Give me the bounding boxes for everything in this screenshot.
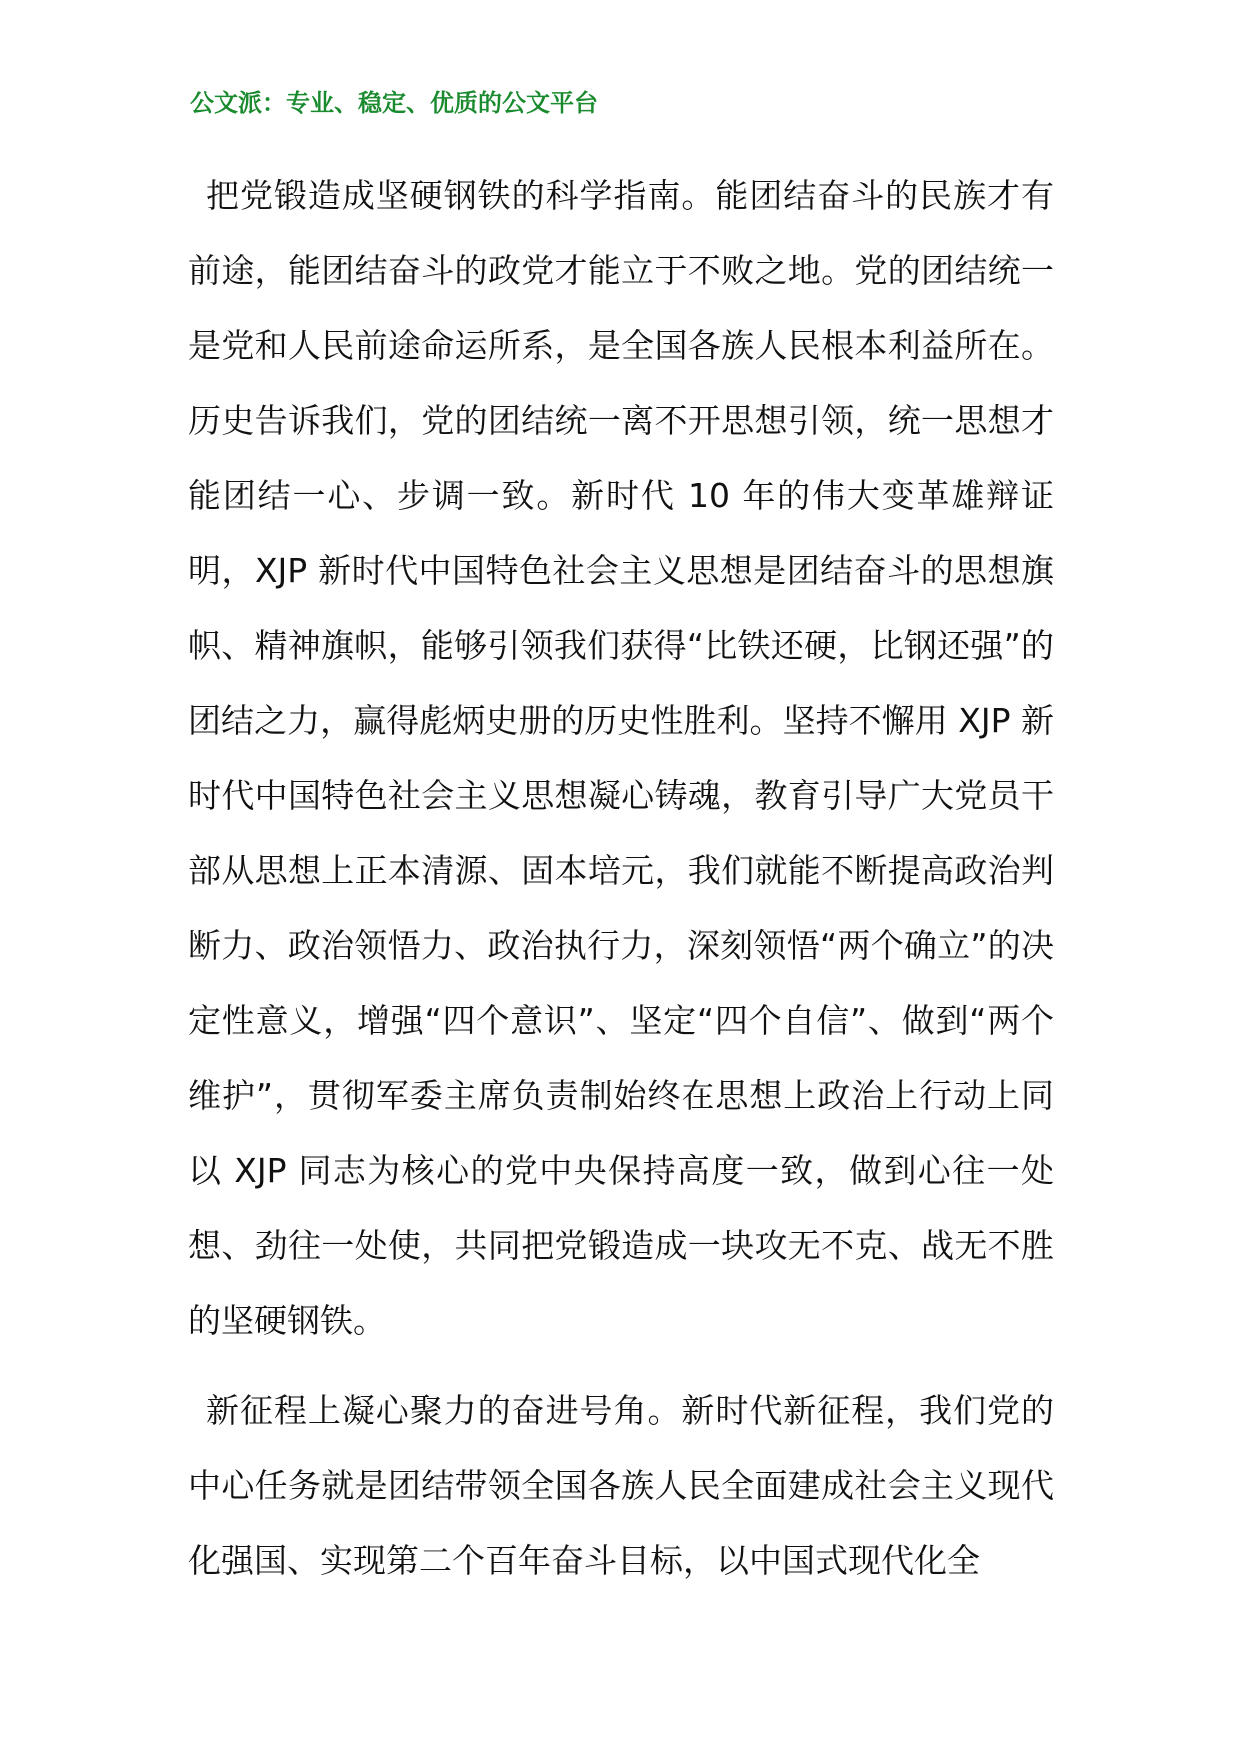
paragraph: 把党锻造成坚硬钢铁的科学指南。能团结奋斗的民族才有前途，能团结奋斗的政党才能立于不败之地。党的团结统一是党和人民前途命运所系，是全国各族人民根本利益所在。历史告诉我们，党的团结统一离不开思想引领，统一思想才能团结一心、步调一致。新时代 10 年的伟大变革雄辩证明，XJP 新时代中国特色社会主义思想是团结奋斗的思想旗帜、精神旗帜，能够引领我们获得“比铁还硬，比钢还强”的团结之力，赢得彪炳史册的历史性胜利。坚持不懈用 XJP 新时代中国特色社会主义思想凝心铸魂，教育引导广大党员干部从思想上正本清源、固本培元，我们就能不断提高政治判断力、政治领悟力、政治执行力，深刻领悟“两个确立”的决定性意义，增强“四个意识”、坚定“四个自信”、做到“两个维护”，贯彻军委主席负责制始终在思想上政治上行动上同以 XJP 同志为核心的党中央保持高度一致，做到心往一处想、劲往一处使，共同把党锻造成一块攻无不克、战无不胜的坚硬钢铁。 [188, 176, 1054, 1340]
article-body [188, 158, 1054, 1598]
paragraph: 新征程上凝心聚力的奋进号角。新时代新征程，我们党的中心任务就是团结带领全国各族人民全面建成社会主义现代化强国、实现第二个百年奋斗目标，以中国式现代化全 [188, 1391, 1054, 1580]
site-header-text: 公文派：专业、稳定、优质的公文平台 [190, 88, 598, 117]
